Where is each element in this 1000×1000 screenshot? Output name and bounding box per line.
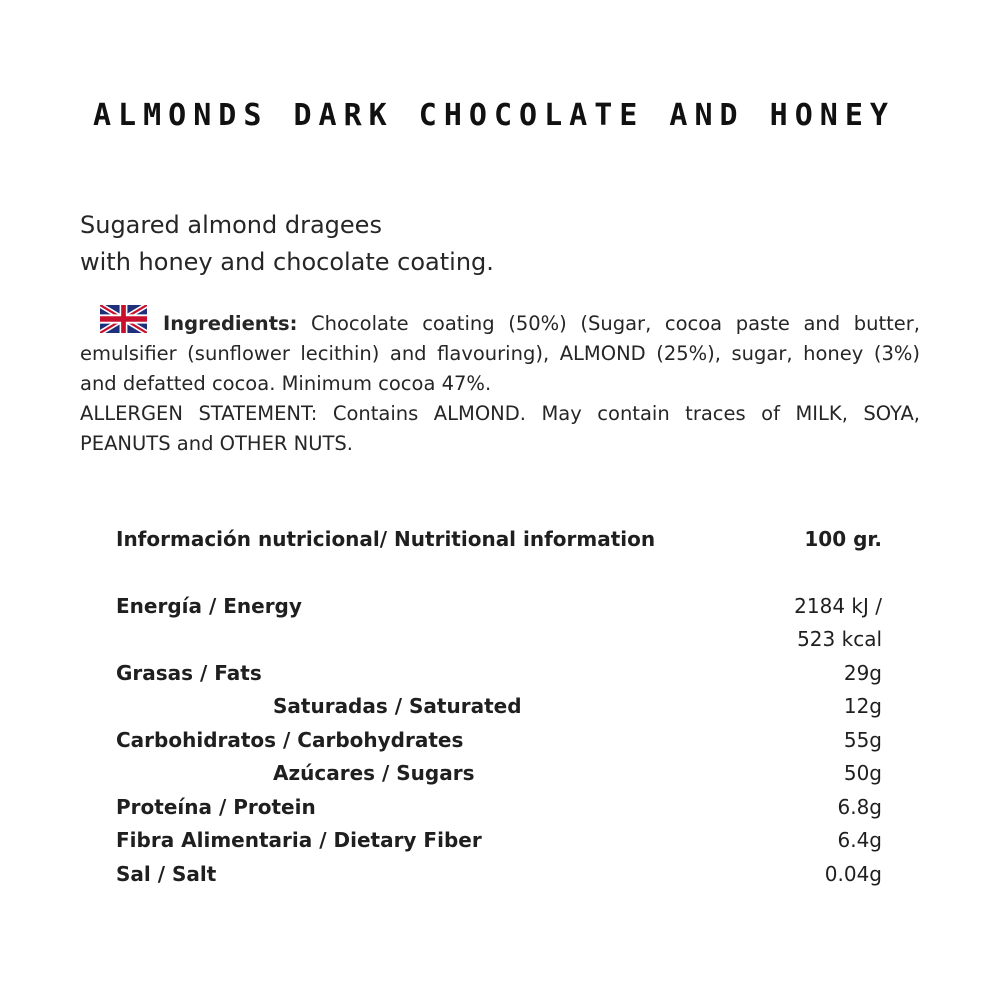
nutrient-label: Carbohidratos / Carbohydrates <box>116 727 464 752</box>
nutrient-value: 50g <box>843 761 882 785</box>
nutrition-row <box>116 859 882 893</box>
uk-flag-icon <box>100 305 147 333</box>
nutrition-row-energy-kcal <box>116 624 882 658</box>
nutrition-row <box>116 758 882 792</box>
nutrition-row <box>116 725 882 759</box>
nutrient-value: 6.4g <box>837 828 882 852</box>
nutrition-row <box>116 825 882 859</box>
nutrient-label: Azúcares / Sugars <box>273 761 475 785</box>
nutrient-value: 29g <box>843 660 882 685</box>
nutrition-row <box>116 691 882 725</box>
nutrition-row-energy <box>116 591 882 625</box>
nutrition-header-value: 100 gr. <box>804 527 882 551</box>
energy-label: Energía / Energy <box>116 593 302 618</box>
nutrition-header-label: Información nutricional/ Nutritional information <box>116 527 656 551</box>
nutrient-value: 55g <box>843 727 882 752</box>
nutrient-label: Proteína / Protein <box>116 794 316 819</box>
nutrient-label: Sal / Salt <box>116 861 217 886</box>
nutrient-label: Fibra Alimentaria / Dietary Fiber <box>116 828 482 852</box>
nutrient-value: 0.04g <box>824 861 882 886</box>
ingredients-label: Ingredients: <box>163 312 298 335</box>
nutrient-label: Saturadas / Saturated <box>273 694 522 718</box>
nutrition-row <box>116 658 882 692</box>
nutrient-value: 6.8g <box>837 794 882 819</box>
nutrition-row <box>116 792 882 826</box>
nutrient-value: 12g <box>843 694 882 718</box>
description-line-2: with honey and chocolate coating. <box>80 248 494 276</box>
description-line-1: Sugared almond dragees <box>80 211 382 239</box>
product-description <box>80 207 940 281</box>
ingredients-paragraph <box>80 305 920 399</box>
allergen-statement: ALLERGEN STATEMENT: Contains ALMOND. May contain traces of MILK, SOYA, PEANUTS and OTHER NUTS. <box>80 402 920 455</box>
ingredients-block <box>80 305 920 459</box>
product-title: ALMONDS DARK CHOCOLATE AND HONEY <box>93 98 895 133</box>
energy-value-kj: 2184 kJ / <box>794 593 882 618</box>
nutrition-header-row <box>116 524 882 558</box>
nutrient-label: Grasas / Fats <box>116 660 262 685</box>
energy-value-kcal: 523 kcal <box>797 627 882 651</box>
ingredients-text: Chocolate coating (50%) (Sugar, cocoa paste and butter, emulsifier (sunflower lecithin) and flavouring), ALMOND (25%), sugar, honey (3%) and defatted cocoa. Minimum cocoa 47%. <box>80 312 920 395</box>
nutrition-table <box>116 524 882 892</box>
